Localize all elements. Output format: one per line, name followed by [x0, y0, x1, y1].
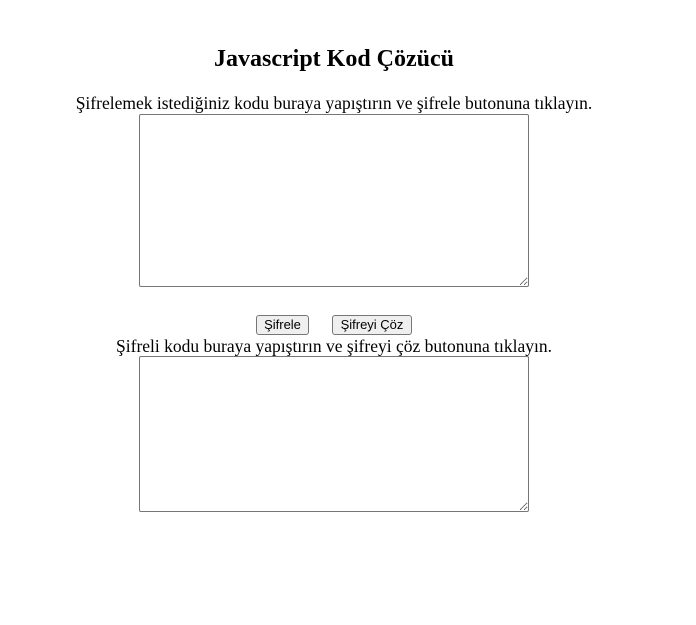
plain-code-textarea[interactable] — [139, 114, 529, 287]
decrypt-instruction: Şifreli kodu buraya yapıştırın ve şifreyi çöz butonuna tıklayın. — [116, 336, 552, 356]
encrypt-instruction: Şifrelemek istediğiniz kodu buraya yapıştırın ve şifrele butonuna tıklayın. — [75, 93, 593, 113]
encrypt-button[interactable]: Şifrele — [256, 315, 309, 335]
page-title: Javascript Kod Çözücü — [214, 46, 454, 72]
decrypt-button[interactable]: Şifreyi Çöz — [332, 315, 412, 335]
encrypted-code-textarea[interactable] — [139, 356, 529, 512]
